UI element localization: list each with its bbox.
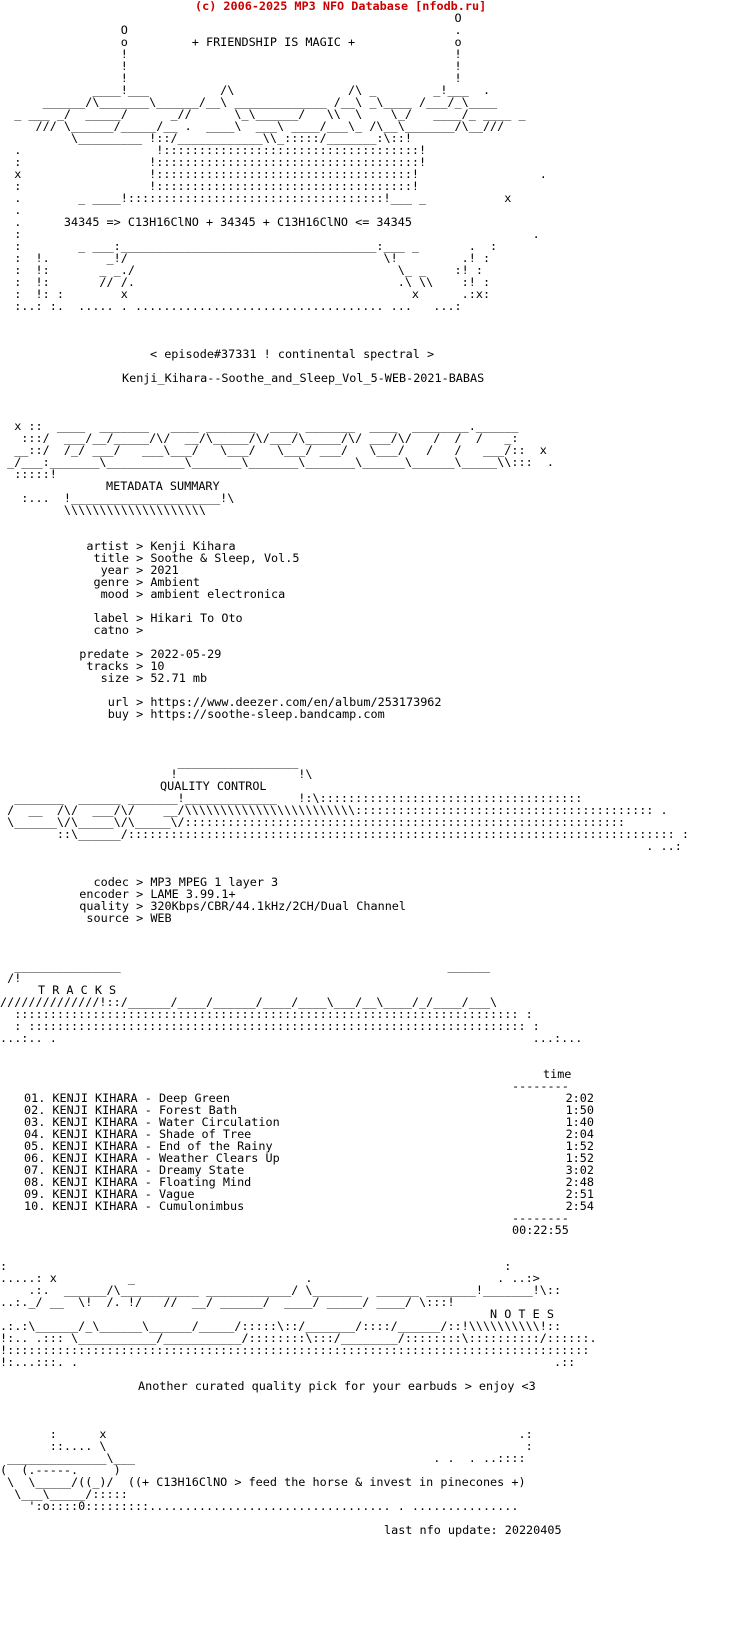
track-row: 07. KENJI KIHARA - Dreamy State 3:02 [24, 1163, 594, 1177]
track-row: 09. KENJI KIHARA - Vague 2:51 [24, 1187, 594, 1201]
time-header-row [0, 1068, 736, 1080]
track-row: 06. KENJI KIHARA - Weather Clears Up 1:52 [24, 1151, 594, 1165]
episode-line: < episode#37331 ! continental spectral > [150, 347, 435, 361]
quality-row: quality > 320Kbps/CBR/44.1kHz/2CH/Dual Channel [79, 899, 406, 913]
notes-text-row [0, 1380, 736, 1392]
track-row: 08. KENJI KIHARA - Floating Mind 2:48 [24, 1175, 594, 1189]
track-row: 02. KENJI KIHARA - Forest Bath 1:50 [24, 1103, 594, 1117]
meta-row: predate > 2022-05-29 [79, 647, 222, 661]
meta-row: title > Soothe & Sleep, Vol.5 [93, 551, 300, 565]
track-row: 10. KENJI KIHARA - Cumulonimbus 2:54 [24, 1199, 594, 1213]
last-update-row [0, 1524, 736, 1536]
total-rule-row: -------- [512, 1211, 569, 1225]
time-rule-row: -------- [512, 1079, 569, 1093]
notes-title: N O T E S [490, 1307, 554, 1321]
metadata-banner-art-bottom: :... !_____________________!\ \\\\\\\\\\\\\\\\\\\\ [21, 491, 235, 517]
meta-row: year > 2021 [100, 563, 179, 577]
track-row: 05. KENJI KIHARA - End of the Rainy 1:52 [24, 1139, 594, 1153]
meta-row: genre > Ambient [93, 575, 201, 589]
meta-row: mood > ambient electronica [100, 587, 286, 601]
last-update: last nfo update: 20220405 [384, 1523, 562, 1537]
copyright-header: (c) 2006-2025 MP3 NFO Database [nfodb.ru] [195, 0, 487, 13]
quality-banner-art-top: _________________ ! !\ [170, 755, 313, 781]
metadata-summary-title: METADATA SUMMARY [106, 479, 220, 493]
quality-row: encoder > LAME 3.99.1+ [79, 887, 236, 901]
meta-row: catno > [93, 623, 151, 637]
track-row: 01. KENJI KIHARA - Deep Green 2:02 [24, 1091, 594, 1105]
tracks-banner-art-top: _______________ ______ /! [7, 959, 491, 985]
metadata-banner-art: x :: ____ _______ ____ _______ ____ _______ ____ ________.______ :::/ ___/__/_____/\/ __/\_____/\/___/\_____/\/ ___/\/ / / / _: __::/ /_/ ___/ ___\___/ \___/ \___/ ___/ \___/ / / ___/:: x _/___:_______\___________\_______\_______\_______\______\______\_____\\::: . :::::! [7, 419, 554, 481]
quality-banner-art: _______ ______ _______!_____________ !:\::::::::::::::::::::::::::::::::::::: / __ /\/ ___/\/ __/\\\\\\\\\\\\\\\\\\\\\\\\:::::::::::::::::::::::::::::::::::::::::: . \______\/\_____\/\_____\/:::::::::::::::::::::::::::::::::::::::::::::::::::::::::::::: ::\______/::::::::::::::::::::::::::::::::::::::::::::::::::::::::::::::::::::::::::::: : . ..: [7, 791, 689, 853]
quality-row: source > WEB [86, 911, 172, 925]
tracks-title: T R A C K S [38, 983, 117, 997]
footer-art: : x .: ::.... \ : ______________\___ . . . ..:::: ( (.-----. ) \ \_____/((_)/ ((+ C13H16ClNO > feed the horse & invest in pinecones +) \___\_____/::::: ':o::::0:::::::::.................................. . ............... [0, 1427, 533, 1513]
meta-row-url: url > https://www.deezer.com/en/album/253173962 [107, 695, 442, 709]
friendship-logo-art: O O . o + FRIENDSHIP IS MAGIC + o ! ! ! ! ! ! ____!___ /\ /\ _ _!___ . ______/\_______\______/__\ _____________ /__\ _\____ /___/_\____ _ ___ _/ _____/ _// \_\______/ \\ \ \_/ ____/_ ____ _ /// \______/_____/__ . ____\ ___\ ____/___\_ /\__\_______/\__/// \_________ !::/____________\\_:::::/_______:\::! . !::::::::::::::::::::::::::::::::::::! : !:::::::::::::::::::::::::::::::::::::! x !::::::::::::::::::::::::::::::::::::! . : !::::::::::::::::::::::::::::::::::::! . _ ____!::::::::::::::::::::::::::::::::::::!___ _ x . . 34345 => C13H16ClNO + 34345 + C13H16ClNO <= 34345 : . : _ ___:____________________________________:___ _ . : : !. _!/ \! .! : : !: _ _./ \_ _ :! : : !: // /. .\ \\ :! : : !: : x x .:x: :..: :. ..... . ................................... ... ...: [14, 11, 547, 313]
total-time-row [0, 1224, 736, 1236]
meta-row: tracks > 10 [86, 659, 165, 673]
notes-banner-art: .:.:\______/_\______\______/_____/:::::\::/_______/::::/______/::!\\\\\\\\\\!:: !:.. .::: \___________/___________/::::::::\:::/________/::::::::\::::::::::/::::::. !:::::::::::::::::::::::::::::::::::::::::::::::::::::::::::::::::::::::::::::::::: !:...:::. . .:: [0, 1319, 597, 1369]
release-name: Kenji_Kihara--Soothe_and_Sleep_Vol_5-WEB-2021-BABAS [122, 371, 485, 385]
track-row: 03. KENJI KIHARA - Water Circulation 1:40 [24, 1115, 594, 1129]
meta-row-buy: buy > https://soothe-sleep.bandcamp.com [107, 707, 385, 721]
quality-row: codec > MP3 MPEG 1 layer 3 [93, 875, 279, 889]
meta-row: size > 52.71 mb [100, 671, 208, 685]
quality-control-title: QUALITY CONTROL [160, 779, 267, 793]
notes-banner-art-top: : : .....: x _ . . ..:> .:. ______/\___________ ____________/ \_______ ______ _______!_______!\:: ..:._/ __ \! /. !/ // __/ ______/ ____/ _____/ ____/ \:::! [0, 1259, 562, 1309]
meta-row: label > Hikari To Oto [93, 611, 243, 625]
notes-text: Another curated quality pick for your earbuds > enjoy <3 [138, 1379, 536, 1393]
time-header: time [543, 1067, 572, 1081]
tracks-banner-art: //////////////!::/______/____/______/____/____\___/__\____/_/____/___\ ::::::::::::::::::::::::::::::::::::::::::::::::::::::::::::::::::::::: : : :::::::::::::::::::::::::::::::::::::::::::::::::::::::::::::::::::::: : ...:.. . ...:... [0, 995, 583, 1045]
meta-row: artist > Kenji Kihara [86, 539, 236, 553]
track-row: 04. KENJI KIHARA - Shade of Tree 2:04 [24, 1127, 594, 1141]
total-time: 00:22:55 [512, 1223, 569, 1237]
